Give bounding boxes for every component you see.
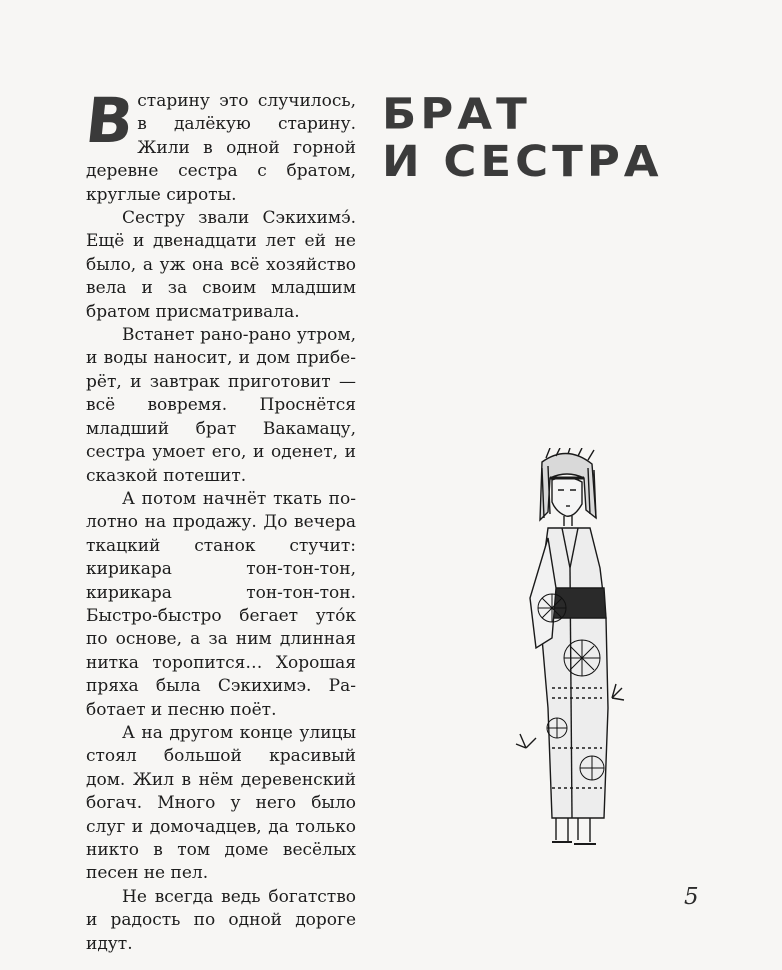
- paragraph-6: Не всегда ведь богатство и радость по одной дороге идут.: [86, 886, 356, 954]
- drop-cap: В: [82, 84, 136, 157]
- paragraph-4: А потом начнёт ткать полотно на продажу. До вечера ткацкий станок стучит: кирикара тон-тон-тон, кирикара тон-тон-тон. Быстро-быстро бегает уто́к по основе, а за ним длинная нитка торопится… Хорошая пряха была Сэкихимэ. Работает и песню поёт.: [86, 488, 356, 720]
- girl-in-kimono-illustration: [512, 448, 627, 848]
- paragraph-3: Встанет рано-рано утром, и воды наносит, и дом приберёт, и завтрак приготовит — всё вовремя. Проснётся младший брат Вакамацу, сестра умоет его, и оденет, и сказкой потешит.: [86, 325, 356, 486]
- story-title: [382, 88, 712, 187]
- paragraph-2: Сестру звали Сэкихимэ́. Ещё и двенадцати лет ей не было, а уж она всё хозяйство вела и за своим младшим братом присматривала.: [86, 208, 356, 322]
- paragraph-1: [82, 84, 356, 207]
- paragraph-5: А на другом конце улицы стоял большой красивый дом. Жил в нём деревенский богач. Много у него было слуг и домочадцев, да только никто в том доме весёлых песен не пел.: [86, 722, 356, 884]
- page-number: 5: [684, 884, 699, 910]
- paragraph-1-text: старину это случилось, в далёкую старину. Жили в одной горной деревне сестра с братом, круглые сироты.: [86, 91, 356, 205]
- story-text: [82, 84, 356, 956]
- title-line-1: БРАТ: [382, 88, 531, 139]
- title-line-2: И СЕСТРА: [382, 136, 663, 187]
- girl-in-kimono-icon: [512, 448, 627, 848]
